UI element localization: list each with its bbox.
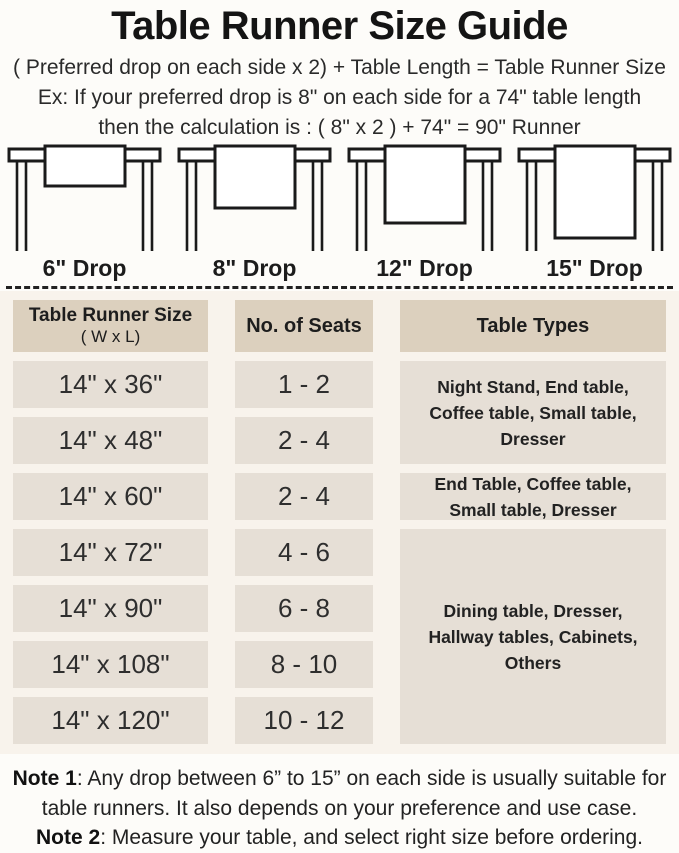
dashed-divider: [6, 286, 673, 289]
seats-cell: 4 - 6: [235, 529, 373, 576]
seats-cell: 1 - 2: [235, 361, 373, 408]
table-runner-8in-diagram: [170, 144, 339, 252]
size-cell: 14" x 72": [13, 529, 208, 576]
table-runner-15in-diagram: [510, 144, 679, 252]
note-2-label: Note 2: [36, 826, 101, 849]
seats-cell: 10 - 12: [235, 697, 373, 744]
table-types-group-small: Night Stand, End table, Coffee table, Small table, Dresser: [400, 361, 666, 464]
header-runner-size-sub: ( W x L): [80, 327, 141, 346]
table-runner-12in-diagram: [340, 144, 509, 252]
size-cell: 14" x 90": [13, 585, 208, 632]
example-line-1: Ex: If your preferred drop is 8" on each side for a 74" table length: [37, 86, 642, 109]
table-runner-6in-diagram: [0, 144, 169, 252]
note-2-text: : Measure your table, and select right size before ordering.: [100, 826, 643, 849]
drop-label-15: 15" Drop: [546, 255, 643, 281]
formula-text: ( Preferred drop on each side x 2) + Table Length = Table Runner Size: [13, 56, 666, 79]
note-2: [8, 823, 671, 853]
table-types-group-large: Dining table, Dresser, Hallway tables, Cabinets, Others: [400, 529, 666, 744]
note-1-text: : Any drop between 6” to 15” on each side is usually suitable for table runners. It also depends on your preference and use case.: [41, 767, 667, 820]
page-title: Table Runner Size Guide: [111, 4, 568, 48]
header-table-types: Table Types: [400, 300, 666, 352]
size-cell: 14" x 60": [13, 473, 208, 520]
size-cell: 14" x 36": [13, 361, 208, 408]
header-runner-size-title: Table Runner Size: [28, 305, 193, 326]
size-cell: 14" x 48": [13, 417, 208, 464]
drop-labels-row: [0, 254, 679, 282]
seats-cell: 2 - 4: [235, 417, 373, 464]
drop-label-12: 12" Drop: [376, 255, 473, 281]
header-seats: No. of Seats: [235, 300, 373, 352]
notes-section: [0, 754, 679, 853]
seats-cell: 6 - 8: [235, 585, 373, 632]
table-types-group-medium: End Table, Coffee table, Small table, Dresser: [400, 473, 666, 520]
header-runner-size: [13, 300, 208, 352]
seats-cell: 2 - 4: [235, 473, 373, 520]
note-1-label: Note 1: [12, 767, 77, 790]
seats-cell: 8 - 10: [235, 641, 373, 688]
drop-diagrams-row: [0, 144, 679, 252]
size-cell: 14" x 108": [13, 641, 208, 688]
example-line-2: then the calculation is : ( 8" x 2 ) + 74" = 90" Runner: [98, 116, 581, 139]
size-table-panel: [0, 291, 679, 754]
size-cell: 14" x 120": [13, 697, 208, 744]
drop-label-8: 8" Drop: [212, 255, 297, 281]
size-table: [13, 300, 666, 744]
drop-label-6: 6" Drop: [42, 255, 127, 281]
note-1: [8, 764, 671, 823]
